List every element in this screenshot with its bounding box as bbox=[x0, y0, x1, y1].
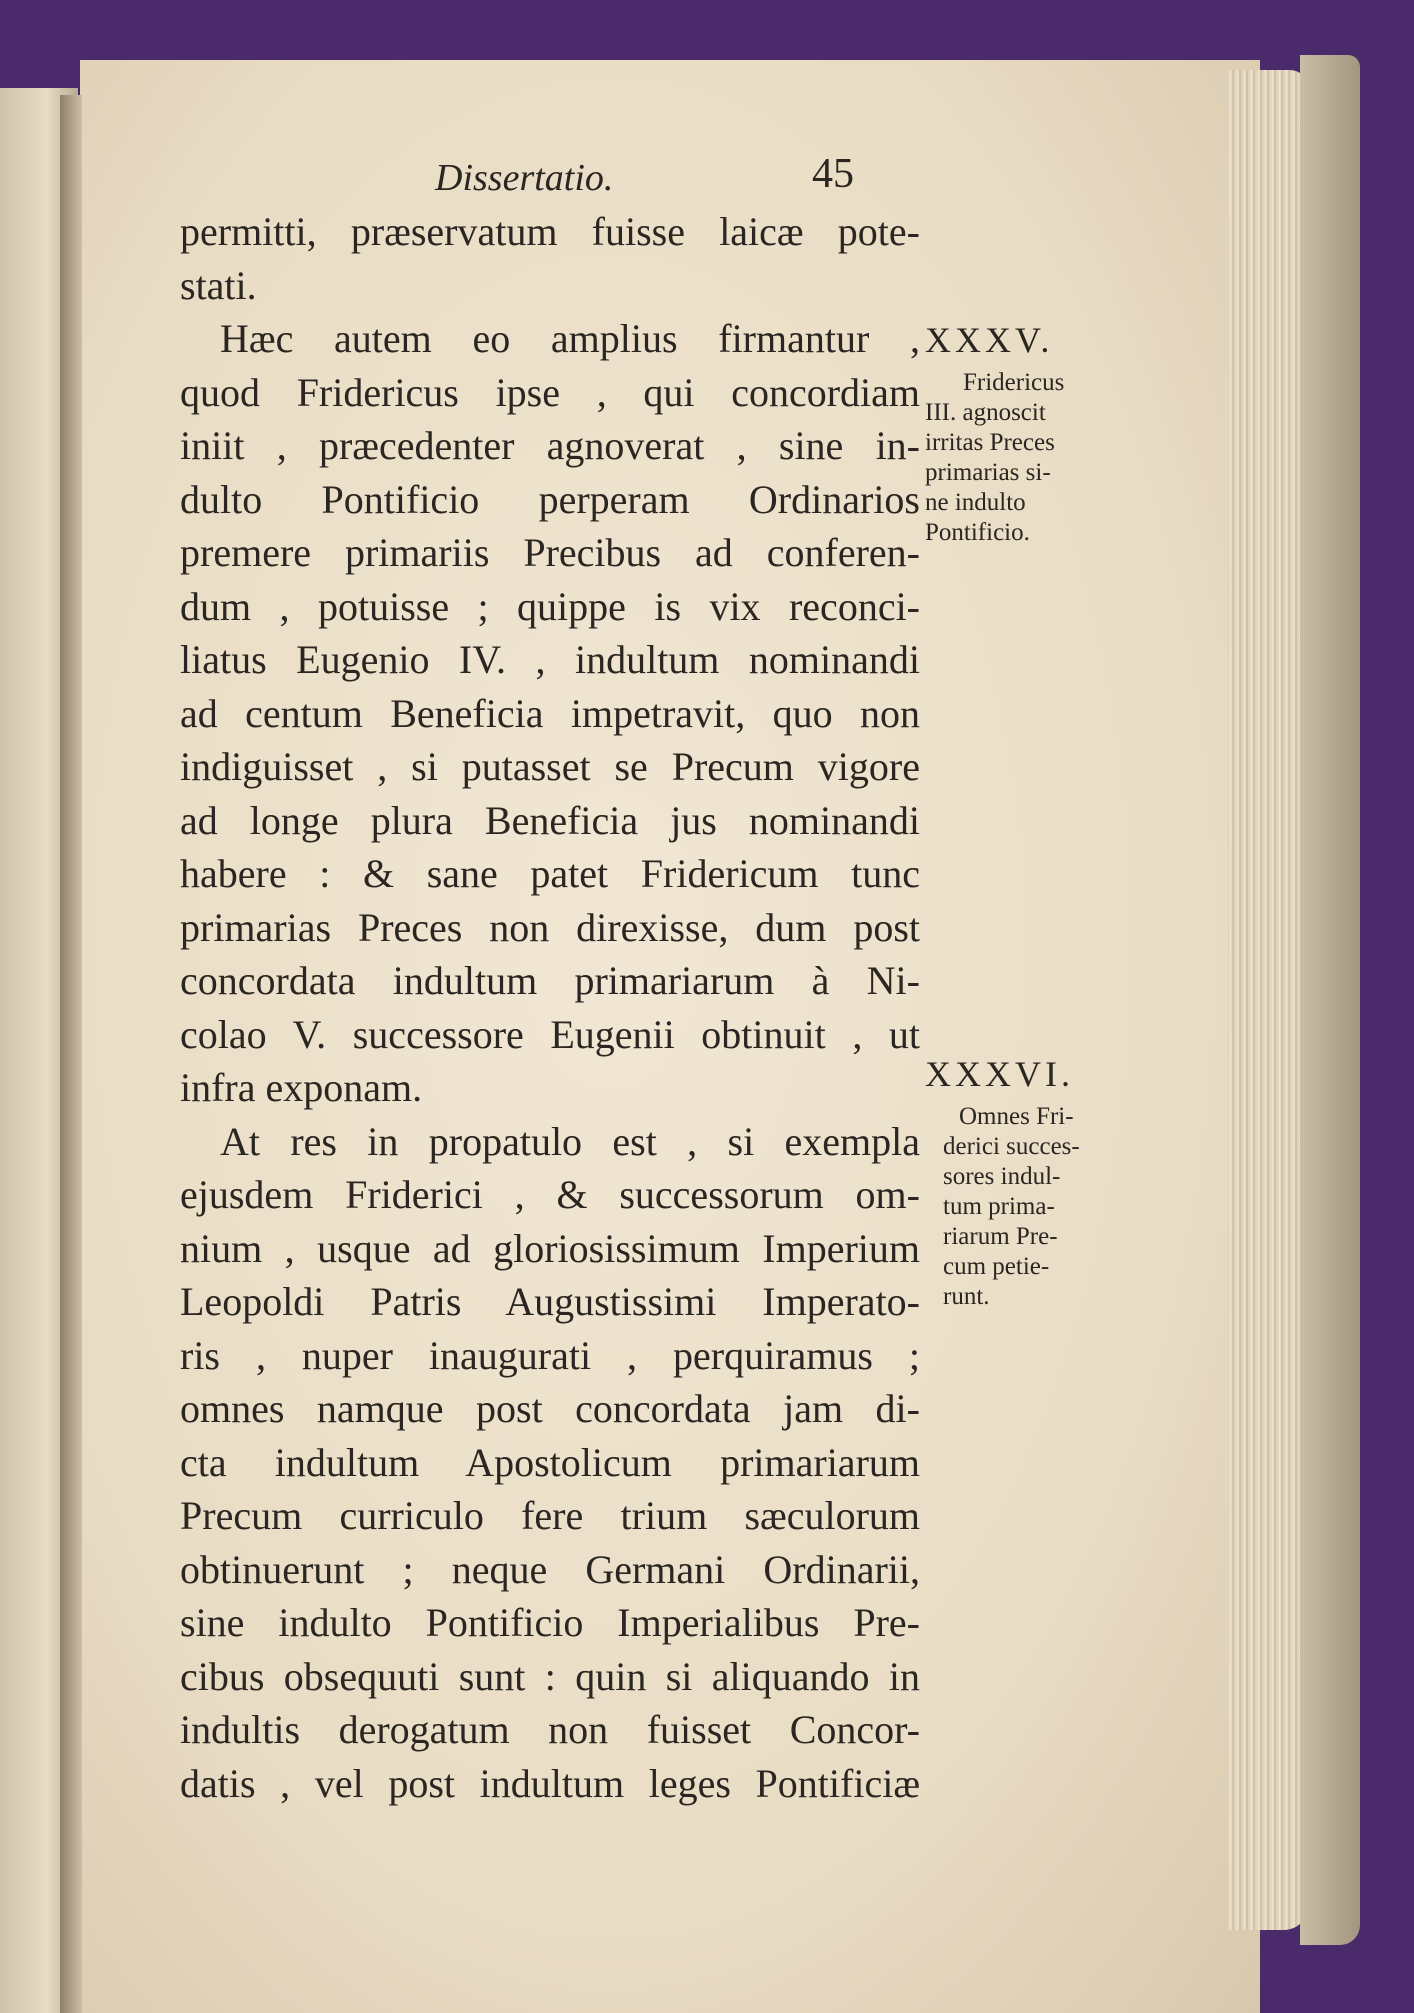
text-line: iniit , præcedenter agnoverat , sine in- bbox=[180, 423, 920, 468]
book-gutter bbox=[60, 95, 82, 2013]
text-line: primarias Preces non direxisse, dum post bbox=[180, 904, 920, 950]
text-line: ad longe plura Beneficia jus nominandi bbox=[180, 797, 920, 843]
margin-note-line: ne indulto bbox=[925, 489, 1026, 516]
text-line: cibus obsequuti sunt : quin si aliquando in bbox=[180, 1653, 920, 1699]
text-line: quod Fridericus ipse , qui concordiam bbox=[180, 369, 920, 415]
margin-note-line: Fridericus bbox=[963, 369, 1065, 396]
main-text-block bbox=[180, 205, 920, 1810]
running-header: Dissertatio. bbox=[435, 157, 614, 199]
text-line: omnes namque post concordata jam di- bbox=[180, 1386, 920, 1431]
book-cover-edge bbox=[1300, 55, 1360, 1945]
text-line: ris , nuper inaugurati , perquiramus ; bbox=[180, 1332, 920, 1378]
text-line: nium , usque ad gloriosissimum Imperium bbox=[180, 1225, 920, 1271]
margin-note-line: riarum Pre- bbox=[943, 1223, 1058, 1250]
text-line: concordata indultum primariarum à Ni- bbox=[180, 958, 920, 1003]
text-line: dulto Pontificio perperam Ordinarios bbox=[180, 476, 920, 522]
margin-note-line: sores indul- bbox=[943, 1163, 1061, 1190]
text-line: colao V. successore Eugenii obtinuit , ut bbox=[180, 1011, 920, 1057]
text-line: cta indultum Apostolicum primariarum bbox=[180, 1439, 920, 1485]
text-line: indiguisset , si putasset se Precum vigore bbox=[180, 744, 920, 789]
text-line: Hæc autem eo amplius firmantur , bbox=[220, 316, 920, 361]
page-number: 45 bbox=[812, 151, 854, 197]
text-line: Leopoldi Patris Augustissimi Imperato- bbox=[180, 1279, 920, 1324]
text-line: liatus Eugenio IV. , indultum nominandi bbox=[180, 637, 920, 682]
margin-note-number: XXXVI. bbox=[925, 1054, 1074, 1094]
text-line: stati. bbox=[180, 262, 257, 308]
margin-note-line: Omnes Fri- bbox=[959, 1103, 1074, 1130]
text-line: obtinuerunt ; neque Germani Ordinarii, bbox=[180, 1546, 920, 1592]
text-line: dum , potuisse ; quippe is vix reconci- bbox=[180, 583, 920, 629]
margin-note-line: Pontificio. bbox=[925, 519, 1030, 546]
text-line: habere : & sane patet Fridericum tunc bbox=[180, 851, 920, 896]
text-line: indultis derogatum non fuisset Concor- bbox=[180, 1707, 920, 1752]
text-line: infra exponam. bbox=[180, 1065, 423, 1110]
margin-note-line: primarias si- bbox=[925, 459, 1051, 486]
text-line: ad centum Beneficia impetravit, quo non bbox=[180, 690, 920, 736]
margin-note-line: tum prima- bbox=[943, 1193, 1055, 1220]
margin-note-xxxv bbox=[925, 318, 1095, 548]
margin-note-line: runt. bbox=[943, 1283, 990, 1310]
margin-note-line: irritas Preces bbox=[925, 429, 1055, 456]
text-line: At res in propatulo est , si exempla bbox=[220, 1118, 920, 1164]
text-line: datis , vel post indultum leges Pontificiæ bbox=[180, 1760, 920, 1806]
margin-note-line: III. agnoscit bbox=[925, 399, 1046, 426]
text-line: sine indulto Pontificio Imperialibus Pre- bbox=[180, 1600, 920, 1645]
margin-note-line: derici succes- bbox=[943, 1133, 1080, 1160]
text-line: permitti, præservatum fuisse laicæ pote- bbox=[180, 209, 920, 254]
text-line: ejusdem Friderici , & successorum om- bbox=[180, 1172, 920, 1217]
text-line: premere primariis Precibus ad conferen- bbox=[180, 530, 920, 575]
text-line: Precum curriculo fere trium sæculorum bbox=[180, 1493, 920, 1538]
page-edges bbox=[1228, 70, 1308, 1930]
margin-note-line: cum petie- bbox=[943, 1253, 1050, 1280]
margin-note-xxxvi bbox=[925, 1052, 1095, 1312]
margin-note-number: XXXV. bbox=[925, 320, 1054, 360]
